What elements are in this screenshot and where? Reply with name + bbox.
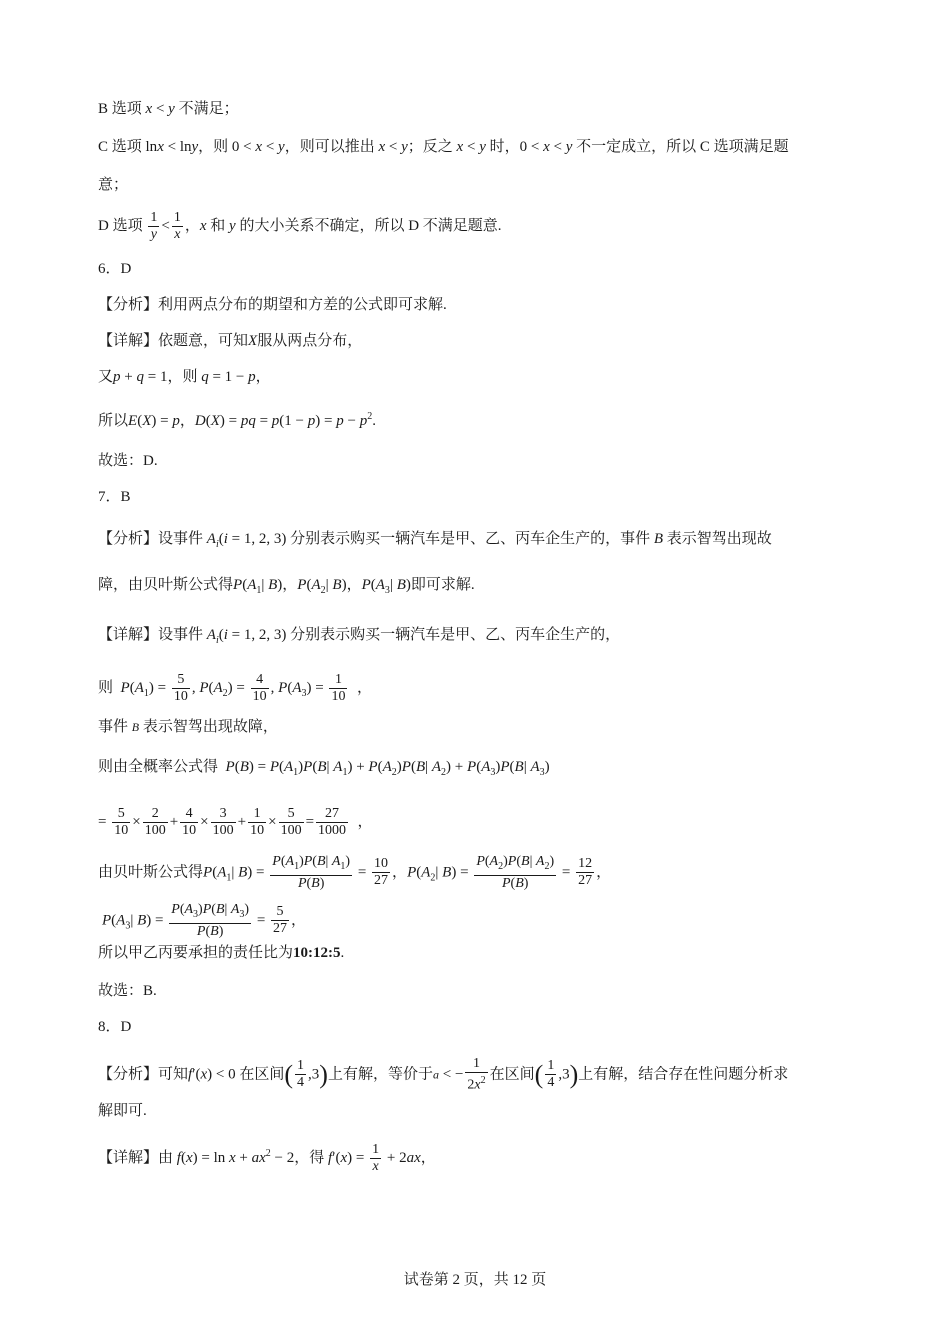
q8-analysis-prefix: 【分析】可知 xyxy=(98,1066,189,1083)
q7-analysis-line-2: 障，由贝叶斯公式得$P(A_1|$ B)，$P(A_2|$ B)，$P(A_3|$ B)即可求解. xyxy=(98,577,475,596)
q6-suoyi: 所以 xyxy=(98,413,129,429)
fraction: $\frac{1}{x}$ xyxy=(173,210,181,242)
question-8-answer: 8．D xyxy=(98,1019,132,1035)
fraction: $\frac{1}{y}$ xyxy=(150,210,158,242)
fraction: $\frac{10}{27}$ xyxy=(374,856,389,889)
q6-detail-prefix: 【详解】依题意，可知 xyxy=(98,333,249,349)
option-d-line: D 选项 $\frac{1}{y}$ < $\frac{1}{x}$ ，x 和 y 的大小关系不确定，所以 D 不满足题意. xyxy=(98,210,502,242)
fraction: $\frac{1}{2x^2}$ xyxy=(467,1056,486,1093)
q7-ratio-value: 10:12:5 xyxy=(293,945,341,961)
option-b-line: B 选项 x < y 不满足； xyxy=(98,101,239,117)
fraction: $\frac{2}{100}$ xyxy=(144,806,166,838)
q6-line-pq: 又p + q = 1，则 q = 1 − p， xyxy=(98,369,271,385)
q7-analysis-suffix: 表示智驾出现故 xyxy=(666,531,772,547)
q7-ze: 则 xyxy=(98,679,114,696)
fraction: $\frac{P(A_3)P(B| A_3)}{P(B)}$ xyxy=(171,902,250,939)
q8-detail-mid: ，得 xyxy=(294,1149,325,1166)
q7-total-prob-label: 则由全概率公式得 xyxy=(98,759,219,775)
option-b-suffix: 不满足； xyxy=(178,101,239,117)
fraction: $\frac{12}{27}$ xyxy=(578,856,593,889)
fraction: $\frac{5}{100}$ xyxy=(280,806,302,838)
option-c-line-2: 意； xyxy=(98,177,129,193)
option-c-line: C 选项 lnx < lny，则 0 < x < y，则可以推出 x < y；反之 x < y 时，0 < x < y 不一定成立，所以 C 选项满足题 xyxy=(98,139,789,155)
q8-analysis-mid1: 在区间 xyxy=(239,1066,285,1083)
q7-prior-probabilities: 则 $P(A_1)$ = $\frac{5}{10}$ , $P(A_2)$ = $\frac{4}{10}$ , $P(A_3)$ = $\frac{1}{10}$ ， xyxy=(98,672,372,704)
q7-responsibility-ratio: 所以甲乙丙要承担的责任比为10:12:5. xyxy=(98,945,345,961)
q7-total-probability-value: = $\frac{5}{10}$ × $\frac{2}{100}$ + $\frac{4}{10}$ × $\frac{3}{100}$ + $\frac{1}{10}$ × $\frac{5}{100}$ = $\frac{27}{1000}$ ， xyxy=(98,806,373,838)
q6-detail: 【详解】依题意，可知X服从两点分布， xyxy=(98,333,363,349)
q8-analysis-mid3: 在区间 xyxy=(489,1066,535,1083)
question-6-answer: 6．D xyxy=(98,261,132,277)
q8-detail-line: 【详解】由 $f(x) = \ln x + ax^2 - 2$，得 f′(x) = $\frac{1}{x}$ + 2ax， xyxy=(98,1142,436,1174)
option-c-suffix: 不一定成立，所以 C 选项满足题 xyxy=(576,139,789,155)
q7-analysis-l2-suffix: 即可求解. xyxy=(410,577,475,593)
fraction: $\frac{5}{27}$ xyxy=(273,904,288,937)
fraction: $\frac{4}{10}$ xyxy=(182,806,197,838)
fraction: $\frac{1}{x}$ xyxy=(372,1142,380,1174)
fraction: $\frac{5}{10}$ xyxy=(173,672,188,704)
q8-analysis-mid2: 上有解，等价于 xyxy=(327,1066,433,1083)
q6-line-expectation: 所以E(X) = p，D(X) = pq = $p(1 - p) = p - p^2$. xyxy=(98,411,376,429)
fraction: $\frac{P(A_1)P(B| A_1)}{P(B)}$ xyxy=(272,854,351,891)
fraction: $\frac{5}{10}$ xyxy=(114,806,129,838)
q7-event-b: 事件 B 表示智驾出现故障， xyxy=(98,719,278,735)
q7-choice: 故选：B. xyxy=(98,983,157,999)
q7-detail-prefix: 【详解】设事件 xyxy=(98,627,204,643)
q6-analysis: 【分析】利用两点分布的期望和方差的公式即可求解. xyxy=(98,297,447,313)
q7-ratio-prefix: 所以甲乙丙要承担的责任比为 xyxy=(98,945,294,961)
fraction: $\frac{1}{10}$ xyxy=(250,806,265,838)
question-7-answer: 7．B xyxy=(98,489,131,505)
option-d-suffix: 的大小关系不确定，所以 D 不满足题意. xyxy=(239,217,502,234)
q7-event-prefix: 事件 xyxy=(98,719,129,735)
q7-analysis-mid: 分别表示购买一辆汽车是甲、乙、丙车企生产的，事件 xyxy=(290,531,651,547)
q7-event-suffix: 表示智驾出现故障， xyxy=(142,719,278,735)
q6-choice: 故选：D. xyxy=(98,453,158,469)
q8-analysis-line-2: 解即可. xyxy=(98,1103,147,1119)
q7-detail-line-1: 【详解】设事件 $A_i(i = 1$, 2, 3) 分别表示购买一辆汽车是甲、乙、丙车企生产的， xyxy=(98,627,621,646)
q7-analysis-line-1: 【分析】设事件 $A_i(i = 1$, 2, 3) 分别表示购买一辆汽车是甲、乙、丙车企生产的，事件 B 表示智驾出现故 xyxy=(98,531,772,550)
option-d-prefix: D 选项 xyxy=(98,217,143,234)
q8-analysis-suffix: 上有解，结合存在性问题分析求 xyxy=(578,1066,789,1083)
q6-you: 又 xyxy=(98,369,114,385)
fraction: $\frac{P(A_2)P(B| A_2)}{P(B)}$ xyxy=(476,854,555,891)
q7-analysis-l2-prefix: 障，由贝叶斯公式得 xyxy=(98,577,234,593)
q7-total-probability: 则由全概率公式得 $P(B) = P(A_1)P(B|$ $A_1) + P(A_2)P(B|$ $A_2) + P(A_3)P(B|$ $A_3$) xyxy=(98,759,550,778)
q8-detail-prefix: 【详解】由 xyxy=(98,1149,174,1166)
page-footer: 试卷第 2 页，共 12 页 xyxy=(403,1272,547,1288)
q7-bayes-line-2: $P(A_3|$ B) = $\frac{P(A_3)P(B| A_3)}{P(B)}$ = $\frac{5}{27}$ ， xyxy=(102,902,307,939)
fraction: $\frac{1}{4}$ xyxy=(547,1058,555,1091)
fraction: $\frac{4}{10}$ xyxy=(252,672,267,704)
q7-bayes-label: 由贝叶斯公式得 xyxy=(98,864,204,881)
option-b-prefix: B 选项 xyxy=(98,101,142,117)
q7-analysis-prefix: 【分析】设事件 xyxy=(98,531,204,547)
fraction: $\frac{1}{10}$ xyxy=(331,672,346,704)
option-c-prefix: C 选项 xyxy=(98,139,142,155)
fraction: $\frac{1}{4}$ xyxy=(297,1058,305,1091)
q6-detail-suffix: 服从两点分布， xyxy=(257,333,363,349)
q7-bayes-line-1: 由贝叶斯公式得$P(A_1|$ B) = $\frac{P(A_1)P(B| A_1)}{P(B)}$ = $\frac{10}{27}$ ，$P(A_2|$ B) = $\frac{P(A_2)P(B| A_2)}{P(B)}$ = $\frac{12}{27}$ ， xyxy=(98,854,612,891)
fraction: $\frac{3}{100}$ xyxy=(212,806,234,838)
q8-analysis-line-1: 【分析】可知f′(x) < 0 在区间( $\frac{1}{4}$ ,3)上有解，等价于a < − $\frac{1}{2x^2}$ 在区间( $\frac{1}{4}$ ,3)上有解，结合存在性问题分析求 xyxy=(98,1056,789,1093)
fraction: $\frac{27}{1000}$ xyxy=(318,806,347,838)
q7-detail-suffix: 分别表示购买一辆汽车是甲、乙、丙车企生产的， xyxy=(290,627,621,643)
